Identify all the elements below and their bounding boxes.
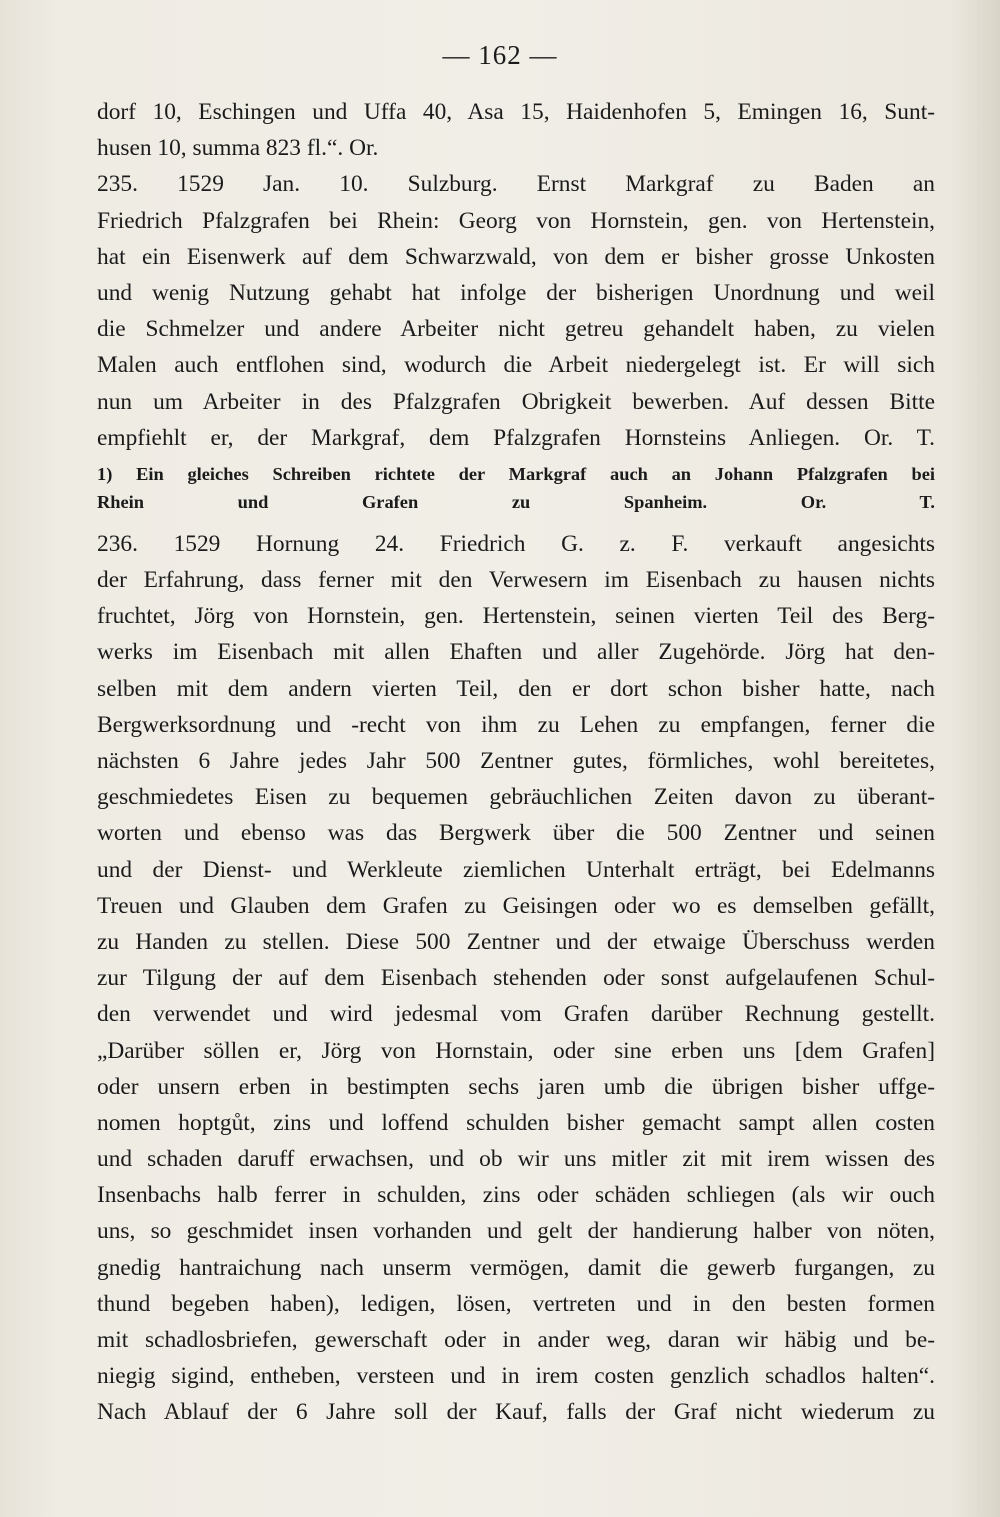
- text-line: die Schmelzer und andere Arbeiter nicht getreu gehandelt haben, zu vielen: [97, 316, 935, 343]
- text-line: uns, so geschmidet insen vorhanden und gelt der handierung halber von nöten,: [97, 1218, 935, 1245]
- text-line: Treuen und Glauben dem Grafen zu Geisingen oder wo es demselben gefällt,: [97, 892, 935, 919]
- entry-heading-line: 236. 1529 Hornung 24. Friedrich G. z. F. verkauft angesichts: [97, 530, 935, 557]
- text-line: Nach Ablauf der 6 Jahre soll der Kauf, falls der Graf nicht wiederum zu: [97, 1399, 935, 1426]
- entry-236: [97, 526, 935, 1431]
- text-line: mit schadlosbriefen, gewerschaft oder in ander weg, daran wir häbig und be-: [97, 1327, 935, 1353]
- text-line: und wenig Nutzung gehabt hat infolge der bisherigen Unordnung und weil: [97, 279, 935, 306]
- text-line: thund begeben haben), ledigen, lösen, vertreten und in den besten formen: [97, 1290, 935, 1317]
- text-line: geschmiedetes Eisen zu bequemen gebräuchlichen Zeiten davon zu überant-: [97, 784, 935, 811]
- text-line: der Erfahrung, dass ferner mit den Verwesern im Eisenbach zu hausen nichts: [97, 567, 935, 594]
- footnote: [97, 460, 935, 516]
- text-line: Insenbachs halb ferrer in schulden, zins oder schäden schliegen (als wir ouch: [97, 1182, 935, 1209]
- body-text: [97, 94, 935, 1431]
- text-line: oder unsern erben in bestimpten sechs jaren umb die übrigen bisher uffge-: [97, 1073, 935, 1100]
- entry-235: [97, 166, 935, 456]
- text-line: und der Dienst- und Werkleute ziemlichen Unterhalt erträgt, bei Edelmanns: [97, 856, 935, 883]
- text-line: selben mit dem andern vierten Teil, den er dort schon bisher hatte, nach: [97, 675, 935, 702]
- text-line: empfiehlt er, der Markgraf, dem Pfalzgrafen Hornsteins Anliegen. Or. T.: [97, 424, 935, 451]
- text-line: „Darüber söllen er, Jörg von Hornstain, oder sine erben uns [dem Grafen]: [97, 1037, 935, 1064]
- text-line: hat ein Eisenwerk auf dem Schwarzwald, von dem er bisher grosse Unkosten: [97, 243, 935, 270]
- text-line: werks im Eisenbach mit allen Ehaften und aller Zugehörde. Jörg hat den-: [97, 639, 935, 666]
- text-line: fruchtet, Jörg von Hornstein, gen. Hertenstein, seinen vierten Teil des Berg-: [97, 603, 935, 630]
- footnote-line: Rhein und Grafen zu Spanheim. Or. T.: [97, 491, 935, 512]
- text-line: Friedrich Pfalzgrafen bei Rhein: Georg von Hornstein, gen. von Hertenstein,: [97, 207, 935, 234]
- text-line: husen 10, summa 823 fl.“. Or.: [97, 135, 379, 162]
- text-line: Bergwerksordnung und -recht von ihm zu Lehen zu empfangen, ferner die: [97, 711, 935, 738]
- text-line: Malen auch entflohen sind, wodurch die Arbeit niedergelegt ist. Er will sich: [97, 352, 935, 379]
- text-line: worten und ebenso was das Bergwerk über die 500 Zentner und seinen: [97, 820, 935, 847]
- entry-heading-line: 235. 1529 Jan. 10. Sulzburg. Ernst Markgraf zu Baden an: [97, 171, 935, 198]
- text-line: und schaden daruff erwachsen, und ob wir uns mitler zit mit irem wissen des: [97, 1146, 935, 1173]
- text-line: zu Handen zu stellen. Diese 500 Zentner und der etwaige Überschuss werden: [97, 928, 935, 955]
- text-line: nun um Arbeiter in des Pfalzgrafen Obrigkeit bewerben. Auf dessen Bitte: [97, 388, 935, 415]
- text-line: zur Tilgung der auf dem Eisenbach stehenden oder sonst aufgelaufenen Schul-: [97, 965, 935, 992]
- intro-paragraph: [97, 94, 935, 166]
- text-line: den verwendet und wird jedesmal vom Grafen darüber Rechnung gestellt.: [97, 1001, 935, 1028]
- text-line: nomen hoptgůt, zins und loffend schulden bisher gemacht sampt allen costen: [97, 1109, 935, 1136]
- text-line: dorf 10, Eschingen und Uffa 40, Asa 15, Haidenhofen 5, Emingen 16, Sunt-: [97, 99, 935, 125]
- text-line: nächsten 6 Jahre jedes Jahr 500 Zentner gutes, förmliches, wohl bereitetes,: [97, 748, 935, 774]
- page-number: — 162 —: [442, 40, 558, 70]
- text-line: niegig sigind, entheben, versteen und in irem costen genzlich schadlos halten“.: [97, 1363, 935, 1390]
- footnote-line: 1) Ein gleiches Schreiben richtete der Markgraf auch an Johann Pfalzgrafen bei: [97, 463, 935, 484]
- text-line: gnedig hantraichung nach unserm vermögen, damit die gewerb furgangen, zu: [97, 1254, 935, 1281]
